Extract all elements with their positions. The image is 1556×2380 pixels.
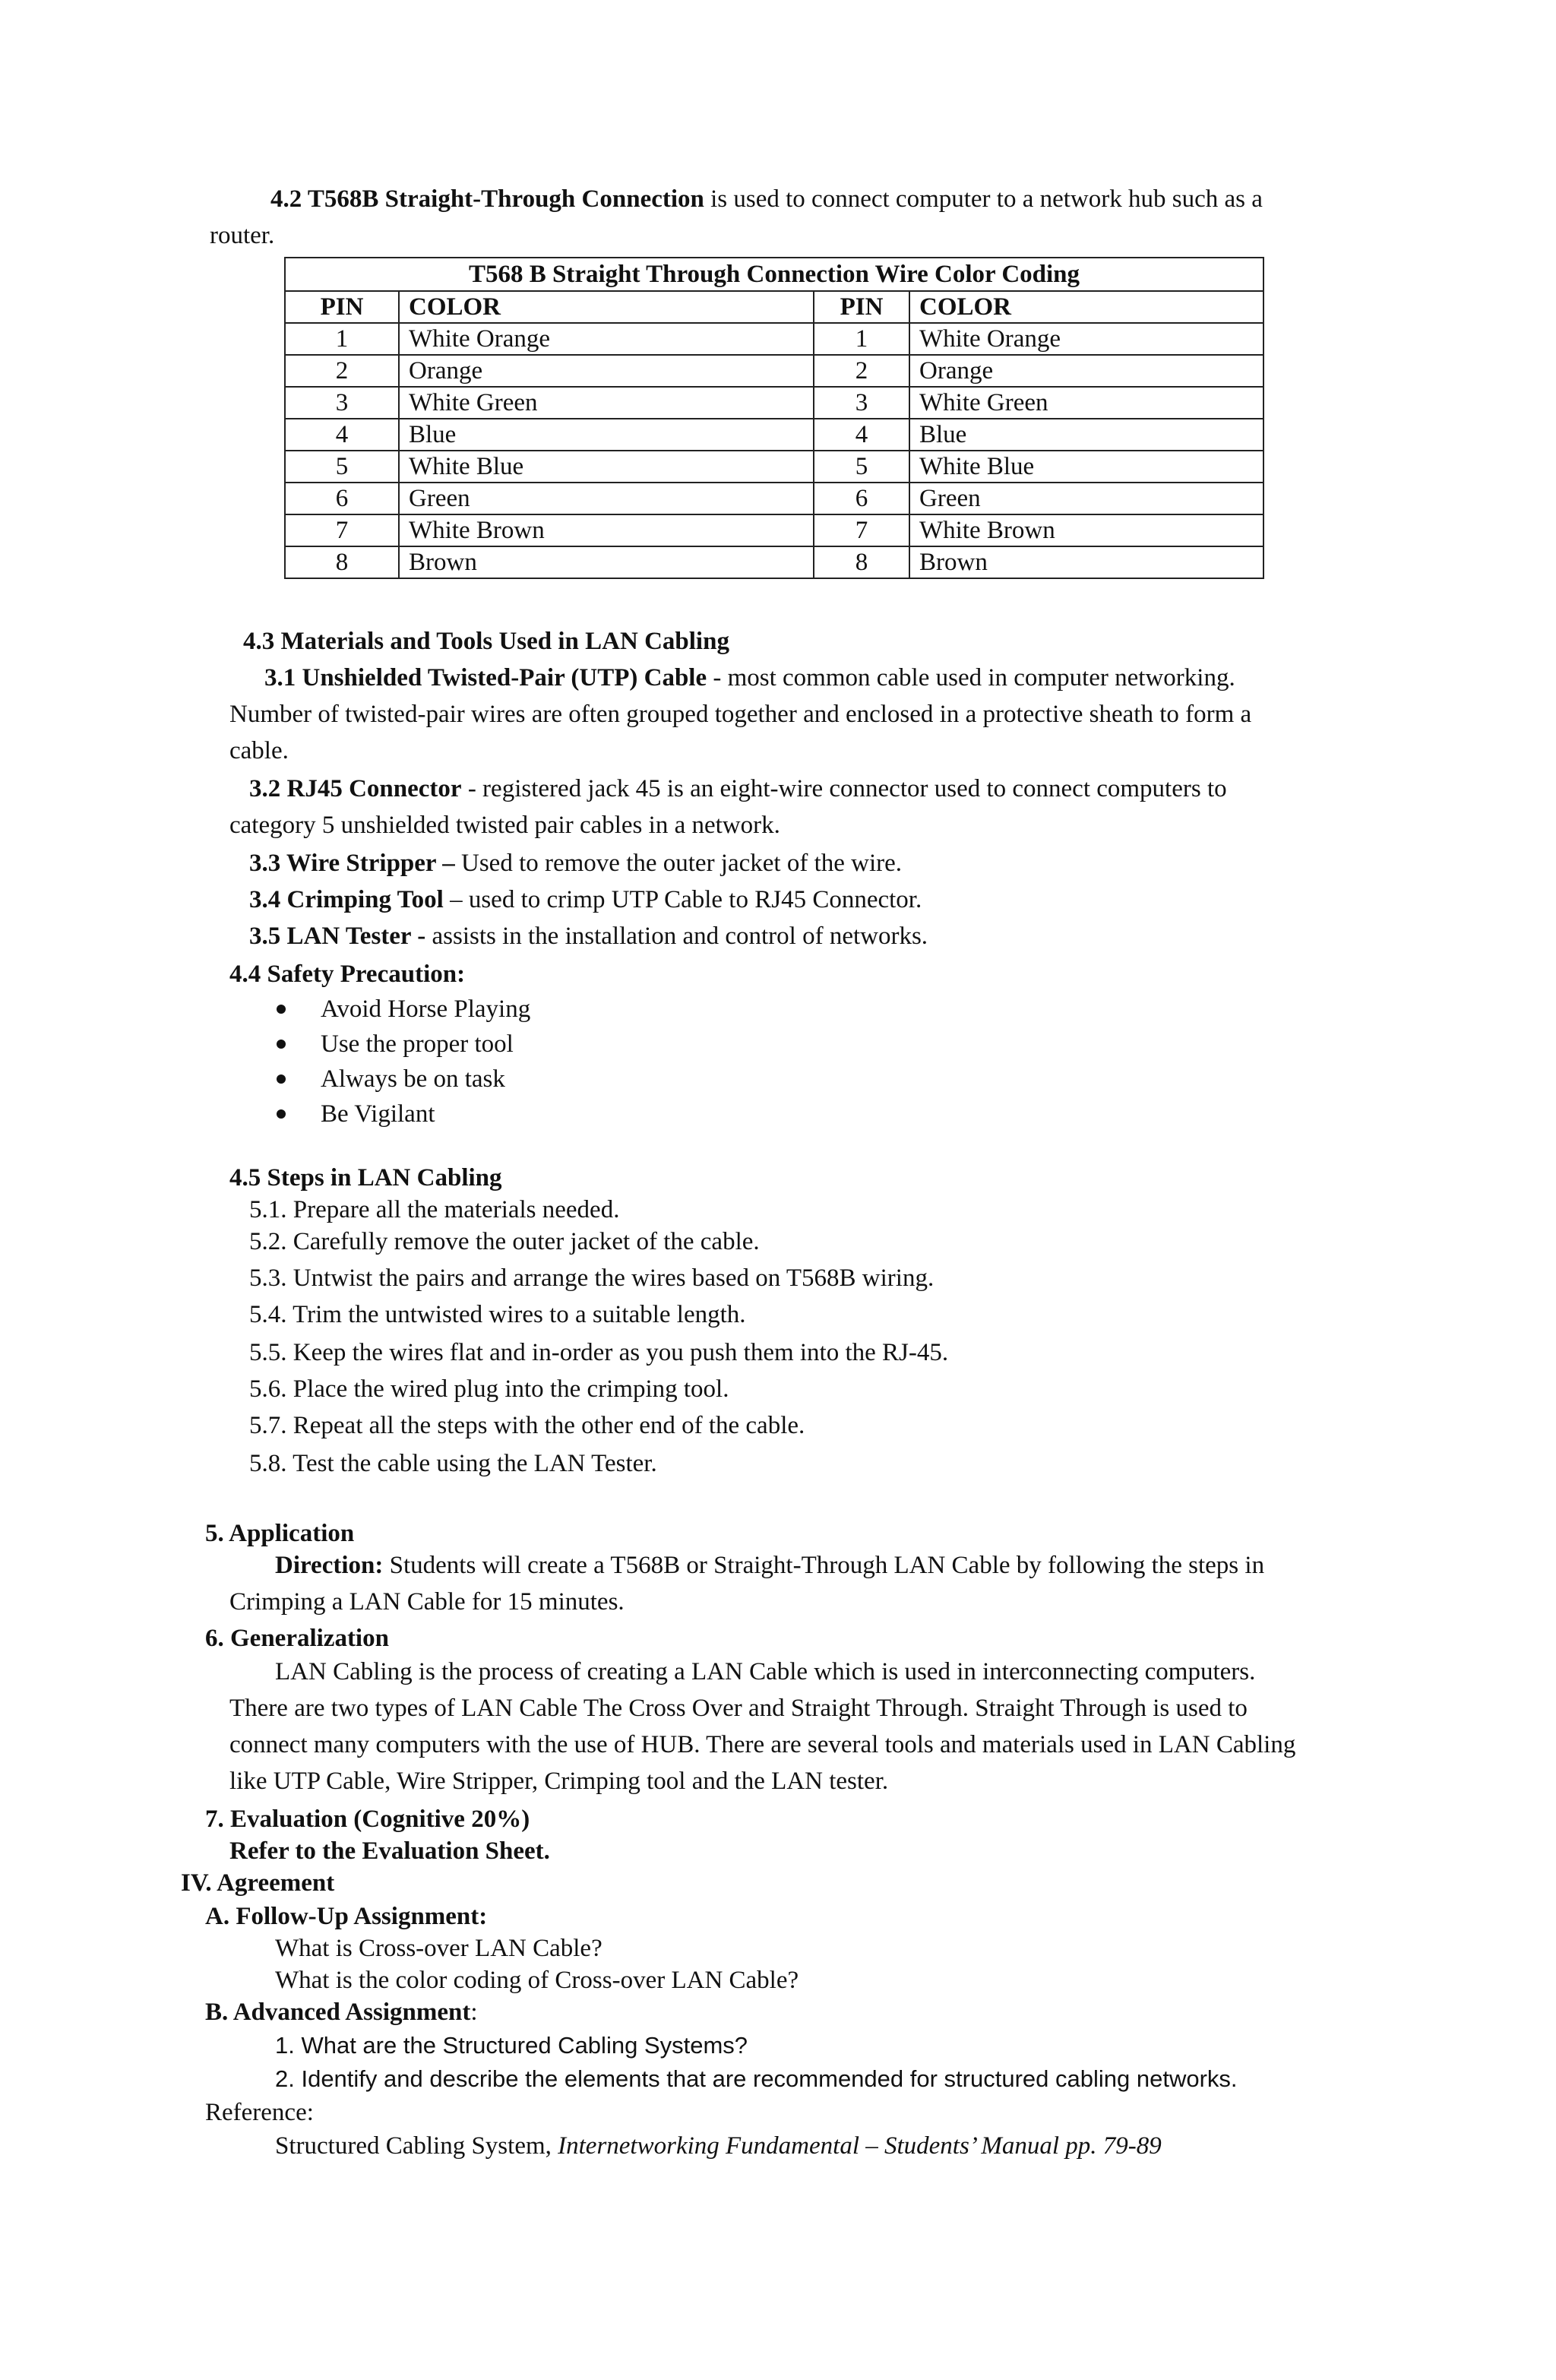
bullet-icon bbox=[277, 1109, 286, 1119]
table-cell: Orange bbox=[399, 355, 814, 387]
bullet-icon bbox=[277, 1074, 286, 1084]
step-item: 5.5. Keep the wires flat and in-order as you push them into the RJ-45. bbox=[249, 1339, 949, 1366]
stripper-line bbox=[249, 848, 902, 878]
table-row bbox=[285, 483, 1263, 514]
table-row bbox=[285, 451, 1263, 483]
list-item-text: Be Vigilant bbox=[321, 1100, 435, 1128]
header-color: COLOR bbox=[909, 291, 1263, 323]
rj45-title: 3.2 RJ45 Connector bbox=[249, 775, 462, 802]
reference-label: Reference: bbox=[205, 2099, 314, 2126]
list-item-text: Always be on task bbox=[321, 1065, 505, 1093]
rj45-line-1 bbox=[249, 774, 1227, 804]
application-line-2: Crimping a LAN Cable for 15 minutes. bbox=[229, 1588, 625, 1616]
step-item: 5.8. Test the cable using the LAN Tester. bbox=[249, 1450, 657, 1477]
tester-line bbox=[249, 921, 928, 951]
bullet-icon bbox=[277, 1040, 286, 1049]
table-cell: 3 bbox=[285, 387, 399, 419]
table-cell: 3 bbox=[814, 387, 909, 419]
direction-label: Direction: bbox=[275, 1552, 384, 1579]
advanced-item: 1. What are the Structured Cabling Systems? bbox=[275, 2032, 748, 2059]
table-cell: 6 bbox=[814, 483, 909, 514]
list-item-text: Avoid Horse Playing bbox=[321, 995, 531, 1023]
table-cell: White Brown bbox=[909, 514, 1263, 546]
application-line-1 bbox=[275, 1550, 1264, 1581]
table-row bbox=[285, 419, 1263, 451]
step-item: 5.4. Trim the untwisted wires to a suitable length. bbox=[249, 1301, 746, 1328]
header-pin: PIN bbox=[285, 291, 399, 323]
table-cell: 5 bbox=[285, 451, 399, 483]
header-pin: PIN bbox=[814, 291, 909, 323]
step-item: 5.6. Place the wired plug into the crimping tool. bbox=[249, 1375, 729, 1403]
reference-italic: Internetworking Fundamental – Students’ Manual pp. 79-89 bbox=[558, 2132, 1162, 2160]
table-cell: 4 bbox=[285, 419, 399, 451]
utp-line-2: Number of twisted-pair wires are often grouped together and enclosed in a protective sheath to form a bbox=[229, 701, 1252, 728]
advanced-heading-line bbox=[205, 1997, 478, 2027]
table-cell: White Green bbox=[399, 387, 814, 419]
step-item: 5.1. Prepare all the materials needed. bbox=[249, 1196, 620, 1223]
reference-line bbox=[275, 2131, 1162, 2161]
intro-line-2: router. bbox=[210, 222, 275, 249]
utp-text: - most common cable used in computer networking. bbox=[707, 664, 1235, 692]
generalization-line: LAN Cabling is the process of creating a LAN Cable which is used in interconnecting computers. bbox=[275, 1658, 1256, 1685]
header-color: COLOR bbox=[399, 291, 814, 323]
table-cell: Green bbox=[909, 483, 1263, 514]
table-cell: Green bbox=[399, 483, 814, 514]
intro-line-1 bbox=[270, 184, 1263, 214]
followup-heading: A. Follow-Up Assignment: bbox=[205, 1903, 488, 1930]
table-cell: White Orange bbox=[399, 323, 814, 355]
table-cell: White Blue bbox=[399, 451, 814, 483]
table-row bbox=[285, 387, 1263, 419]
reference-plain: Structured Cabling System, bbox=[275, 2132, 558, 2160]
table-cell: 2 bbox=[814, 355, 909, 387]
table-cell: White Blue bbox=[909, 451, 1263, 483]
table-title-row bbox=[285, 258, 1263, 291]
table-cell: Brown bbox=[399, 546, 814, 578]
advanced-heading: B. Advanced Assignment bbox=[205, 1999, 471, 2026]
list-item bbox=[321, 1064, 505, 1094]
table-cell: 8 bbox=[814, 546, 909, 578]
generalization-line: like UTP Cable, Wire Stripper, Crimping tool and the LAN tester. bbox=[229, 1768, 889, 1795]
table-row bbox=[285, 514, 1263, 546]
intro-text: is used to connect computer to a network hub such as a bbox=[704, 185, 1263, 213]
table-cell: 1 bbox=[814, 323, 909, 355]
materials-heading: 4.3 Materials and Tools Used in LAN Cabling bbox=[243, 628, 729, 655]
generalization-heading: 6. Generalization bbox=[205, 1625, 389, 1652]
table-cell: White Green bbox=[909, 387, 1263, 419]
safety-heading: 4.4 Safety Precaution: bbox=[229, 961, 466, 988]
advanced-item: 2. Identify and describe the elements that are recommended for structured cabling networks. bbox=[275, 2065, 1238, 2092]
list-item bbox=[321, 1029, 514, 1059]
rj45-line-2: category 5 unshielded twisted pair cables in a network. bbox=[229, 812, 780, 839]
table-row bbox=[285, 546, 1263, 578]
table-cell: 7 bbox=[285, 514, 399, 546]
utp-title: 3.1 Unshielded Twisted-Pair (UTP) Cable bbox=[264, 664, 707, 692]
step-item: 5.3. Untwist the pairs and arrange the wires based on T568B wiring. bbox=[249, 1264, 935, 1292]
steps-heading: 4.5 Steps in LAN Cabling bbox=[229, 1164, 502, 1192]
advanced-colon: : bbox=[470, 1999, 478, 2026]
list-item-text: Use the proper tool bbox=[321, 1030, 514, 1058]
stripper-text: Used to remove the outer jacket of the wire. bbox=[454, 850, 903, 877]
table-title: T568 B Straight Through Connection Wire Color Coding bbox=[285, 258, 1263, 291]
table-cell: 4 bbox=[814, 419, 909, 451]
direction-text: Students will create a T568B or Straight-Through LAN Cable by following the steps in bbox=[383, 1552, 1265, 1579]
table-cell: 7 bbox=[814, 514, 909, 546]
table-row bbox=[285, 323, 1263, 355]
table-cell: Orange bbox=[909, 355, 1263, 387]
application-heading: 5. Application bbox=[205, 1520, 355, 1547]
table-cell: Blue bbox=[399, 419, 814, 451]
table-cell: Brown bbox=[909, 546, 1263, 578]
followup-item: What is Cross-over LAN Cable? bbox=[275, 1935, 602, 1962]
wire-color-table bbox=[284, 257, 1264, 579]
table-row bbox=[285, 355, 1263, 387]
table-header-row bbox=[285, 291, 1263, 323]
crimp-title: 3.4 Crimping Tool bbox=[249, 886, 444, 913]
utp-line-3: cable. bbox=[229, 737, 289, 764]
step-item: 5.7. Repeat all the steps with the other end of the cable. bbox=[249, 1412, 805, 1439]
table-cell: White Orange bbox=[909, 323, 1263, 355]
utp-line-1 bbox=[264, 663, 1235, 693]
bullet-icon bbox=[277, 1005, 286, 1014]
tester-text: assists in the installation and control of networks. bbox=[425, 923, 928, 950]
rj45-text: - registered jack 45 is an eight-wire connector used to connect computers to bbox=[461, 775, 1227, 802]
table-cell: 1 bbox=[285, 323, 399, 355]
table-cell: 5 bbox=[814, 451, 909, 483]
list-item bbox=[321, 1099, 435, 1129]
evaluation-sub: Refer to the Evaluation Sheet. bbox=[229, 1837, 550, 1865]
table-cell: Blue bbox=[909, 419, 1263, 451]
intro-heading: 4.2 T568B Straight-Through Connection bbox=[270, 185, 704, 213]
crimp-text: – used to crimp UTP Cable to RJ45 Connector. bbox=[443, 886, 922, 913]
table-cell: 8 bbox=[285, 546, 399, 578]
table-cell: White Brown bbox=[399, 514, 814, 546]
list-item bbox=[321, 994, 530, 1024]
agreement-heading: IV. Agreement bbox=[181, 1869, 335, 1897]
followup-item: What is the color coding of Cross-over LAN Cable? bbox=[275, 1967, 799, 1994]
generalization-line: There are two types of LAN Cable The Cross Over and Straight Through. Straight Through is used to bbox=[229, 1695, 1248, 1722]
tester-title: 3.5 LAN Tester - bbox=[249, 923, 426, 950]
stripper-title: 3.3 Wire Stripper – bbox=[249, 850, 455, 877]
crimp-line bbox=[249, 885, 922, 915]
table-cell: 6 bbox=[285, 483, 399, 514]
step-item: 5.2. Carefully remove the outer jacket of the cable. bbox=[249, 1228, 760, 1255]
table-cell: 2 bbox=[285, 355, 399, 387]
evaluation-heading: 7. Evaluation (Cognitive 20%) bbox=[205, 1806, 530, 1833]
generalization-line: connect many computers with the use of HUB. There are several tools and materials used in LAN Cabling bbox=[229, 1731, 1296, 1758]
